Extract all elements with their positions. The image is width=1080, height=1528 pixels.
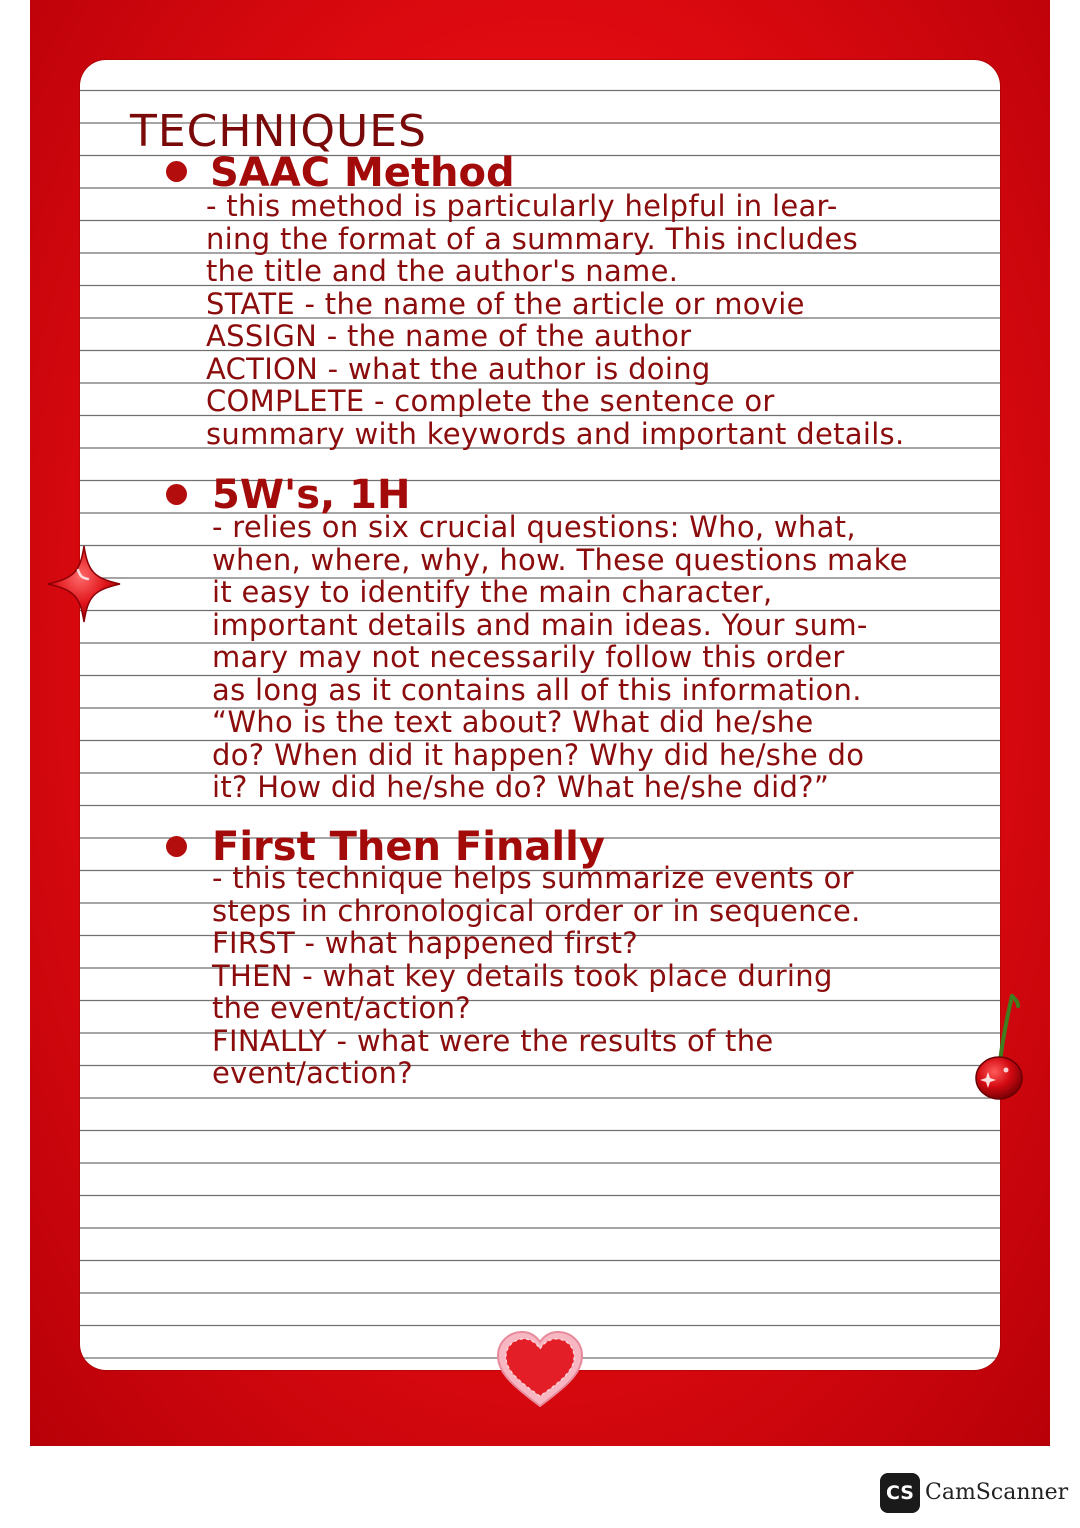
- section-title-first-then-finally: First Then Finally: [212, 824, 605, 870]
- camscanner-logo-icon: CS: [880, 1473, 920, 1513]
- text-line: mary may not necessarily follow this order: [212, 640, 845, 674]
- camscanner-brand-text: CamScanner: [925, 1480, 1069, 1505]
- section-body-first-then-finally: [212, 862, 861, 1090]
- text-line: when, where, why, how. These questions make: [212, 542, 908, 577]
- text-line: the event/action?: [212, 991, 471, 1025]
- text-line: “Who is the text about? What did he/she: [212, 705, 814, 739]
- text-line: THEN - what key details took place during: [212, 958, 833, 993]
- cherry-icon: [972, 992, 1028, 1104]
- text-line: ACTION - what the author is doing: [206, 351, 711, 386]
- text-line: event/action?: [212, 1056, 413, 1090]
- text-line: summary with keywords and important details.: [206, 416, 905, 451]
- lined-paper: [80, 60, 1000, 1370]
- text-line: STATE - the name of the article or movie: [206, 286, 805, 321]
- text-line: - this method is particularly helpful in lear-: [206, 189, 838, 223]
- text-line: COMPLETE - complete the sentence or: [206, 384, 775, 418]
- bullet-dot: [166, 836, 187, 857]
- text-line: - relies on six crucial questions: Who, what,: [212, 510, 856, 544]
- text-line: ning the format of a summary. This includes: [206, 221, 859, 256]
- bullet-dot: [166, 161, 187, 182]
- text-line: steps in chronological order or in sequence.: [212, 893, 861, 928]
- section-title-5ws-1h: 5W's, 1H: [212, 472, 411, 518]
- text-line: do? When did it happen? Why did he/she do: [212, 737, 865, 772]
- section-body-5ws-1h: [212, 511, 908, 804]
- section-body-saac: [206, 190, 904, 450]
- heart-icon: [496, 1330, 584, 1410]
- bullet-dot: [166, 484, 187, 505]
- notes-content: [80, 60, 1000, 1370]
- text-line: - this technique helps summarize events or: [212, 861, 854, 895]
- section-title-saac: SAAC Method: [210, 150, 515, 196]
- sparkle-star-icon: [46, 544, 122, 624]
- page-heading: TECHNIQUES: [130, 106, 427, 157]
- text-line: FINALLY - what were the results of the: [212, 1023, 774, 1058]
- text-line: it? How did he/she do? What he/she did?”: [212, 770, 830, 804]
- text-line: ASSIGN - the name of the author: [206, 319, 692, 353]
- text-line: as long as it contains all of this information.: [212, 672, 862, 707]
- text-line: FIRST - what happened first?: [212, 926, 638, 960]
- text-line: important details and main ideas. Your sum-: [212, 607, 868, 642]
- text-line: it easy to identify the main character,: [212, 575, 773, 609]
- text-line: the title and the author's name.: [206, 254, 679, 288]
